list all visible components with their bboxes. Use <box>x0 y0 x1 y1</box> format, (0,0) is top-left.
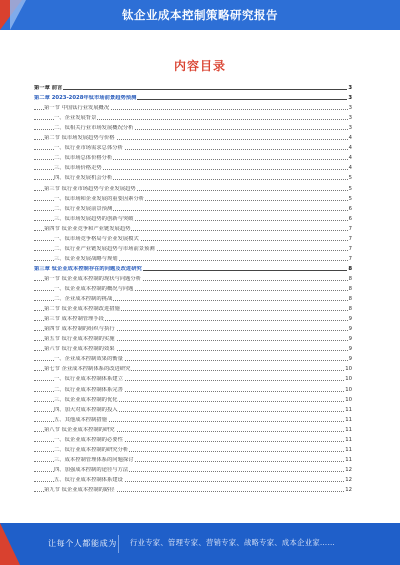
toc-entry-page: 9 <box>348 326 352 333</box>
toc-entry-text: 第二章 2023-2028年钛市场前景趋势预测 <box>34 95 137 102</box>
toc-entry[interactable] <box>34 115 352 122</box>
toc-entry[interactable] <box>34 266 352 273</box>
toc-entry-text: 三、钛市场价格走势 <box>54 165 102 172</box>
toc-entry-text: 第八节 钛企业成本控制的研究 <box>44 426 115 433</box>
toc-entry-page: 10 <box>345 396 352 403</box>
toc-entry-text: 二、企业成本控制的挑战 <box>54 296 113 303</box>
toc-entry-text: 三、钛企业发展战略与规划 <box>54 255 118 262</box>
toc-entry-page: 3 <box>348 85 352 91</box>
toc-entry-text: 二、钛市场总体价格分析 <box>54 155 113 162</box>
toc-entry-text: 一、钛行业市场需求总体分析 <box>54 145 123 152</box>
toc-entry[interactable] <box>34 186 352 193</box>
toc-entry-text: 四、钛行业发展机会分析 <box>54 175 113 182</box>
toc-entry[interactable] <box>34 165 352 172</box>
toc-entry[interactable] <box>34 366 352 373</box>
toc-entry[interactable] <box>34 206 352 213</box>
toc-entry[interactable] <box>34 407 352 414</box>
toc-entry[interactable] <box>34 467 352 474</box>
toc-entry[interactable] <box>34 487 352 494</box>
toc-entry-page: 10 <box>345 366 352 373</box>
toc-entry[interactable] <box>34 276 352 283</box>
toc-entry-page: 10 <box>345 386 352 393</box>
toc-entry-page: 4 <box>348 155 352 162</box>
toc-entry-text: 第三节 成本控制管理手段 <box>44 316 104 323</box>
toc-entry-page: 5 <box>348 185 352 192</box>
toc-entry-page: 3 <box>348 115 352 122</box>
toc-entry-text: 第二节 钛市场发展趋势与价格 <box>44 135 115 142</box>
toc-entry-page: 4 <box>348 145 352 152</box>
toc-entry-text: 五、其他成本控制措施 <box>54 416 107 423</box>
toc-entry-page: 8 <box>348 296 352 303</box>
toc-entry-page: 6 <box>348 215 352 222</box>
toc-title: 内容目录 <box>173 59 226 73</box>
toc-entry-page: 11 <box>345 446 352 453</box>
toc-entry-page: 3 <box>348 105 352 112</box>
toc-entry[interactable] <box>34 125 352 132</box>
report-title: 钛企业成本控制策略研究报告 <box>122 8 278 22</box>
toc-entry-text: 一、钛市场竞争格局与企业发展模式 <box>54 235 139 242</box>
toc-entry[interactable] <box>34 417 352 424</box>
toc-entry-page: 7 <box>348 235 352 242</box>
toc-entry-text: 一、企业发展背景 <box>54 115 97 122</box>
toc-leader <box>34 89 352 90</box>
toc-entry-page: 6 <box>348 205 352 212</box>
toc-entry-text: 第三章 钛企业成本控制存在的问题及改进研究 <box>34 265 142 272</box>
footer-expert-list: 行业专家、管理专家、营销专家、战略专家、成本企业家…… <box>130 538 336 547</box>
footer-slogan: 让每个人都能成为 <box>48 539 117 548</box>
toc-entry[interactable] <box>34 336 352 343</box>
toc-entry-text: 第一节 中国钛行业发展概况 <box>44 105 110 112</box>
toc-entry-text: 第一节 钛企业成本控制的现状与问题分析 <box>44 275 142 282</box>
toc-entry-page: 11 <box>345 426 352 433</box>
toc-entry-text: 第四节 钛企业竞争和产业链发展趋势 <box>44 225 131 232</box>
toc-entry-page: 11 <box>345 456 352 463</box>
toc-entry[interactable] <box>34 346 352 353</box>
toc-entry[interactable] <box>34 85 352 92</box>
toc-entry-page: 9 <box>348 346 352 353</box>
toc-entry-page: 8 <box>348 306 352 313</box>
toc-entry-page: 4 <box>348 165 352 172</box>
toc-entry[interactable] <box>34 196 352 203</box>
toc-entry[interactable] <box>34 256 352 263</box>
toc-entry[interactable] <box>34 427 352 434</box>
toc-entry-page: 12 <box>345 476 352 483</box>
report-header <box>0 0 400 30</box>
toc-entry-text: 三、成本控制管理体系的问题探讨 <box>54 456 134 463</box>
toc-entry-page: 8 <box>348 265 352 272</box>
toc-entry[interactable] <box>34 326 352 333</box>
toc-entry-page: 11 <box>345 436 352 443</box>
toc-entry-text: 二、钛相关行业市场发展概况分析 <box>54 125 134 132</box>
footer-red-accent <box>0 523 20 565</box>
toc-entry-page: 5 <box>348 175 352 182</box>
toc-entry-text: 一、钛市场和企业发展的重要因素分析 <box>54 195 145 202</box>
toc-entry-text: 四、加强成本控制的途径与方法 <box>54 466 129 473</box>
toc-entry-text: 四、加大对成本控制的投入 <box>54 406 118 413</box>
toc-entry-text: 第五节 钛行业成本控制的实施 <box>44 336 115 343</box>
toc-entry[interactable] <box>34 95 352 102</box>
toc-entry[interactable] <box>34 356 352 363</box>
toc-entry-text: 三、钛企业成本控制的优化 <box>54 396 118 403</box>
toc-entry-page: 3 <box>348 95 352 102</box>
toc-entry[interactable] <box>34 387 352 394</box>
toc-entry[interactable] <box>34 447 352 454</box>
toc-entry-text: 二、钛行业发展前景预测 <box>54 205 113 212</box>
toc-entry[interactable] <box>34 397 352 404</box>
toc-entry[interactable] <box>34 316 352 323</box>
toc-entry-page: 8 <box>348 275 352 282</box>
toc-entry-page: 7 <box>348 255 352 262</box>
toc-entry[interactable] <box>34 296 352 303</box>
toc-entry-text: 二、钛行业成本控制体系完善 <box>54 386 123 393</box>
toc-entry-text: 三、钛市场发展趋势的创新与突破 <box>54 215 134 222</box>
toc-entry[interactable] <box>34 155 352 162</box>
toc-entry-text: 二、钛行业产业链发展趋势与市场前景预测 <box>54 245 155 252</box>
toc-entry[interactable] <box>34 246 352 253</box>
toc-entry-page: 9 <box>348 336 352 343</box>
toc-entry-text: 第九节 钛企业成本控制的路径 <box>44 487 115 493</box>
toc-entry[interactable] <box>34 145 352 152</box>
toc-entry[interactable] <box>34 216 352 223</box>
toc-entry-page: 11 <box>345 416 352 423</box>
toc-entry[interactable] <box>34 236 352 243</box>
toc-entry-page: 9 <box>348 356 352 363</box>
toc-entry-text: 第三节 钛行业市场趋势与企业发展趋势 <box>44 185 136 192</box>
toc-entry-text: 一、钛企业成本控制的概况与问题 <box>54 286 134 292</box>
toc-entry-page: 11 <box>345 406 352 413</box>
toc-entry-page: 12 <box>345 487 352 493</box>
toc-entry-text: 一、企业成本控制效果的衡量 <box>54 356 123 363</box>
toc-entry[interactable] <box>34 437 352 444</box>
toc-entry[interactable] <box>34 175 352 182</box>
toc-entry-page: 10 <box>345 376 352 383</box>
toc-entry[interactable] <box>34 286 352 293</box>
toc-entry-text: 五、钛行业成本控制体系建设 <box>54 476 123 483</box>
toc-entry-page: 7 <box>348 225 352 232</box>
toc-entry-text: 第四节 成本控制的组织与执行 <box>44 326 115 333</box>
toc-entry-text: 二、钛行业成本控制的研究分析 <box>54 446 129 453</box>
toc-entry[interactable] <box>34 477 352 484</box>
table-of-contents <box>34 85 352 503</box>
toc-entry-page: 5 <box>348 195 352 202</box>
toc-entry[interactable] <box>34 376 352 383</box>
toc-entry-page: 8 <box>348 286 352 292</box>
toc-entry-page: 7 <box>348 245 352 252</box>
toc-entry-page: 9 <box>348 316 352 323</box>
toc-entry-text: 第七节 企业成本控制体系的改进研究 <box>44 366 131 373</box>
toc-entry-text: 第一章 前言 <box>34 85 63 91</box>
toc-entry[interactable] <box>34 306 352 313</box>
toc-entry-text: 第六节 钛行业成本控制的效果 <box>44 346 115 353</box>
toc-entry[interactable] <box>34 226 352 233</box>
toc-entry[interactable] <box>34 135 352 142</box>
toc-entry-page: 4 <box>348 135 352 142</box>
report-footer <box>0 523 400 565</box>
toc-entry[interactable] <box>34 457 352 464</box>
toc-entry-text: 一、钛行业成本控制体系建立 <box>54 376 123 383</box>
toc-entry-page: 12 <box>345 466 352 473</box>
toc-entry-page: 3 <box>348 125 352 132</box>
toc-entry-text: 第二节 钛企业成本控制改进措施 <box>44 306 120 313</box>
footer-divider <box>118 535 119 553</box>
toc-entry[interactable] <box>34 105 352 112</box>
toc-entry-text: 一、钛企业成本控制的必要性 <box>54 436 123 443</box>
